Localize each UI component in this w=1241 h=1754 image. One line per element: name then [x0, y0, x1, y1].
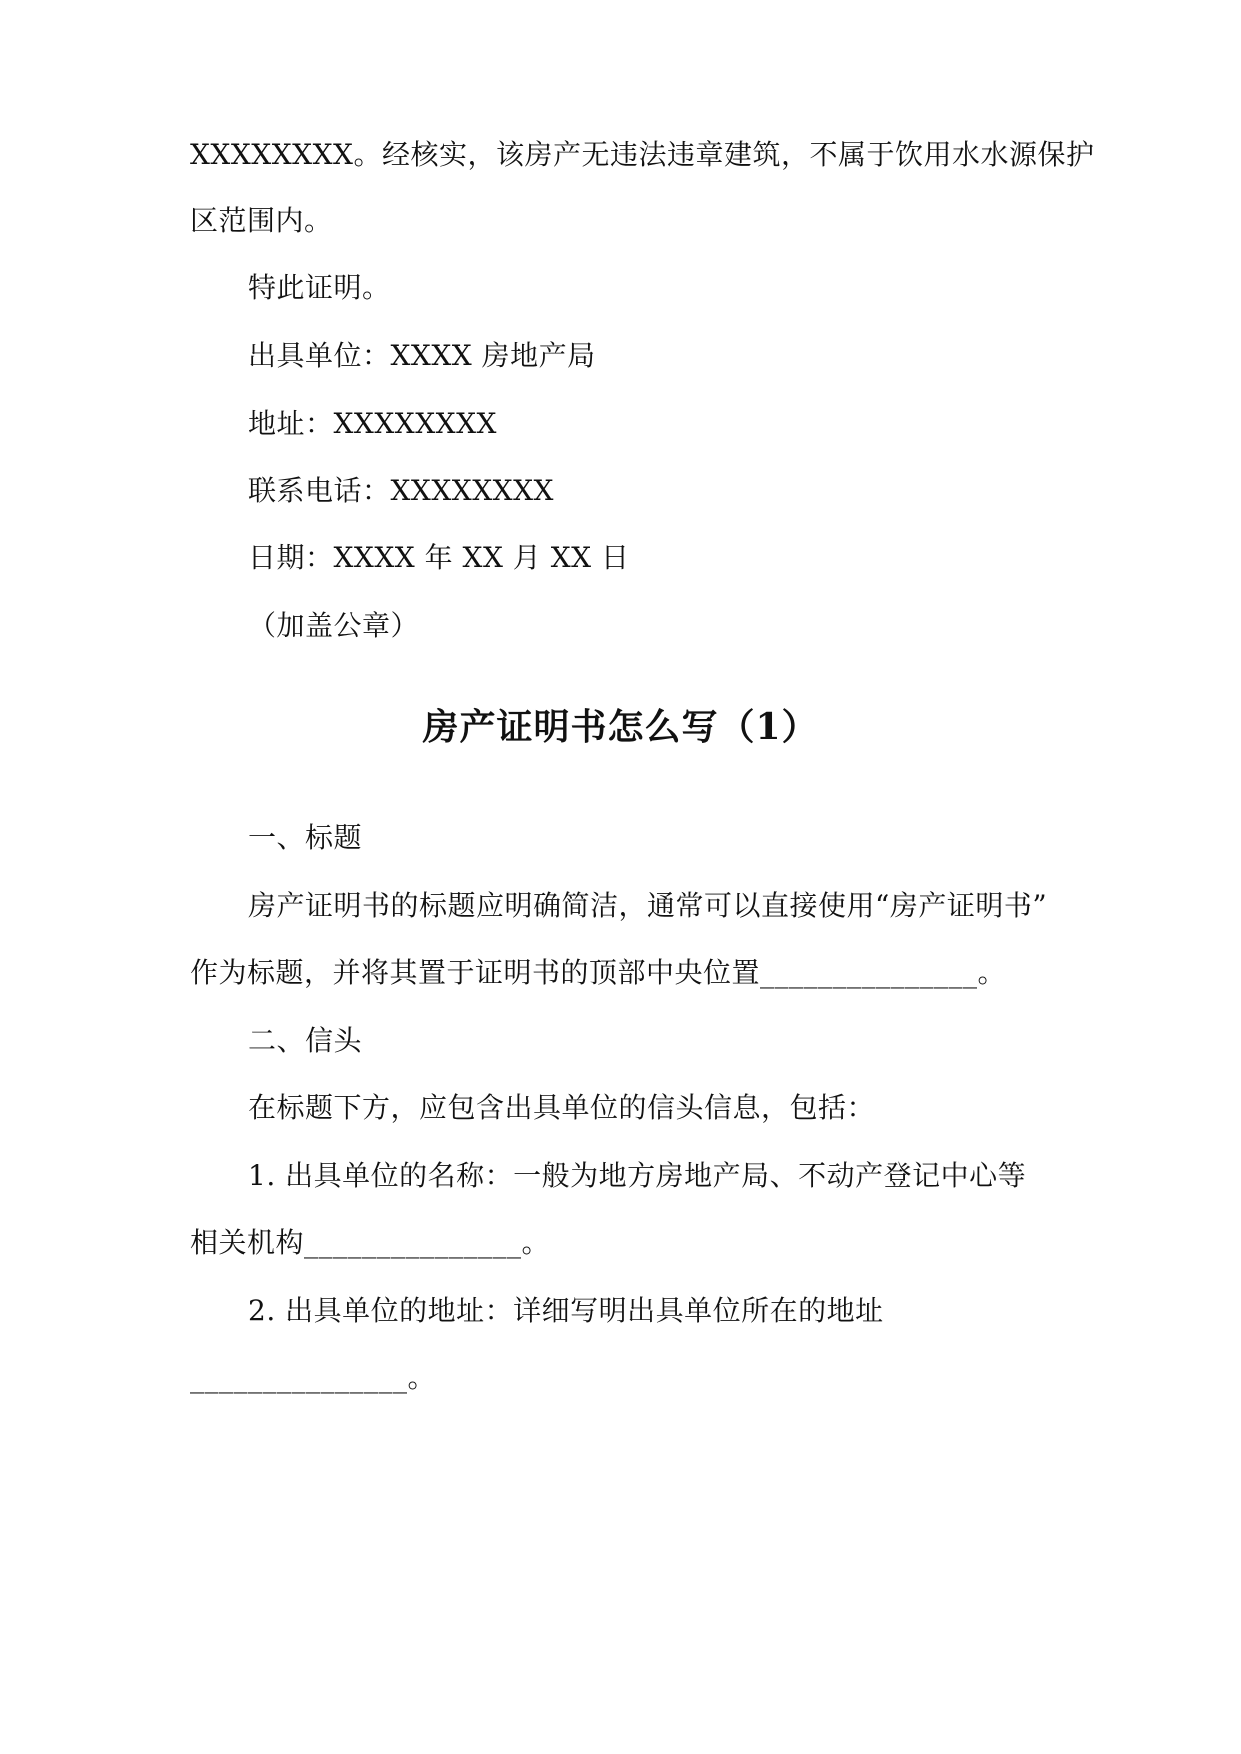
- paragraph-line: 在标题下方，应包含出具单位的信头信息，包括：: [248, 1091, 876, 1124]
- paragraph-line: 房产证明书的标题应明确简洁，通常可以直接使用“房产证明书”: [248, 889, 1048, 922]
- paragraph-line: _______________。: [190, 1361, 437, 1394]
- heading-line: 二、信头: [248, 1024, 363, 1057]
- issuer-line: 出具单位：XXXX 房地产局: [248, 339, 596, 372]
- list-item: 2. 出具单位的地址：详细写明出具单位所在的地址: [248, 1294, 884, 1327]
- list-item: 1. 出具单位的名称：一般为地方房地产局、不动产登记中心等: [248, 1159, 1027, 1192]
- date-line: 日期：XXXX 年 XX 月 XX 日: [248, 541, 630, 574]
- paragraph-line: 作为标题，并将其置于证明书的顶部中央位置_______________。: [190, 956, 1007, 989]
- paragraph-line: 相关机构_______________。: [190, 1226, 551, 1259]
- address-line: 地址：XXXXXXXX: [248, 407, 497, 440]
- paragraph-line: XXXXXXXX。经核实，该房产无违法违章建筑，不属于饮用水水源保护: [190, 138, 1095, 171]
- heading-line: 一、标题: [248, 821, 363, 854]
- paragraph-line: 区范围内。: [190, 204, 333, 237]
- phone-line: 联系电话：XXXXXXXX: [248, 474, 554, 507]
- seal-note: （加盖公章）: [248, 609, 420, 642]
- paragraph-line: 特此证明。: [248, 271, 391, 304]
- section-title: 房产证明书怎么写（1）: [422, 706, 819, 748]
